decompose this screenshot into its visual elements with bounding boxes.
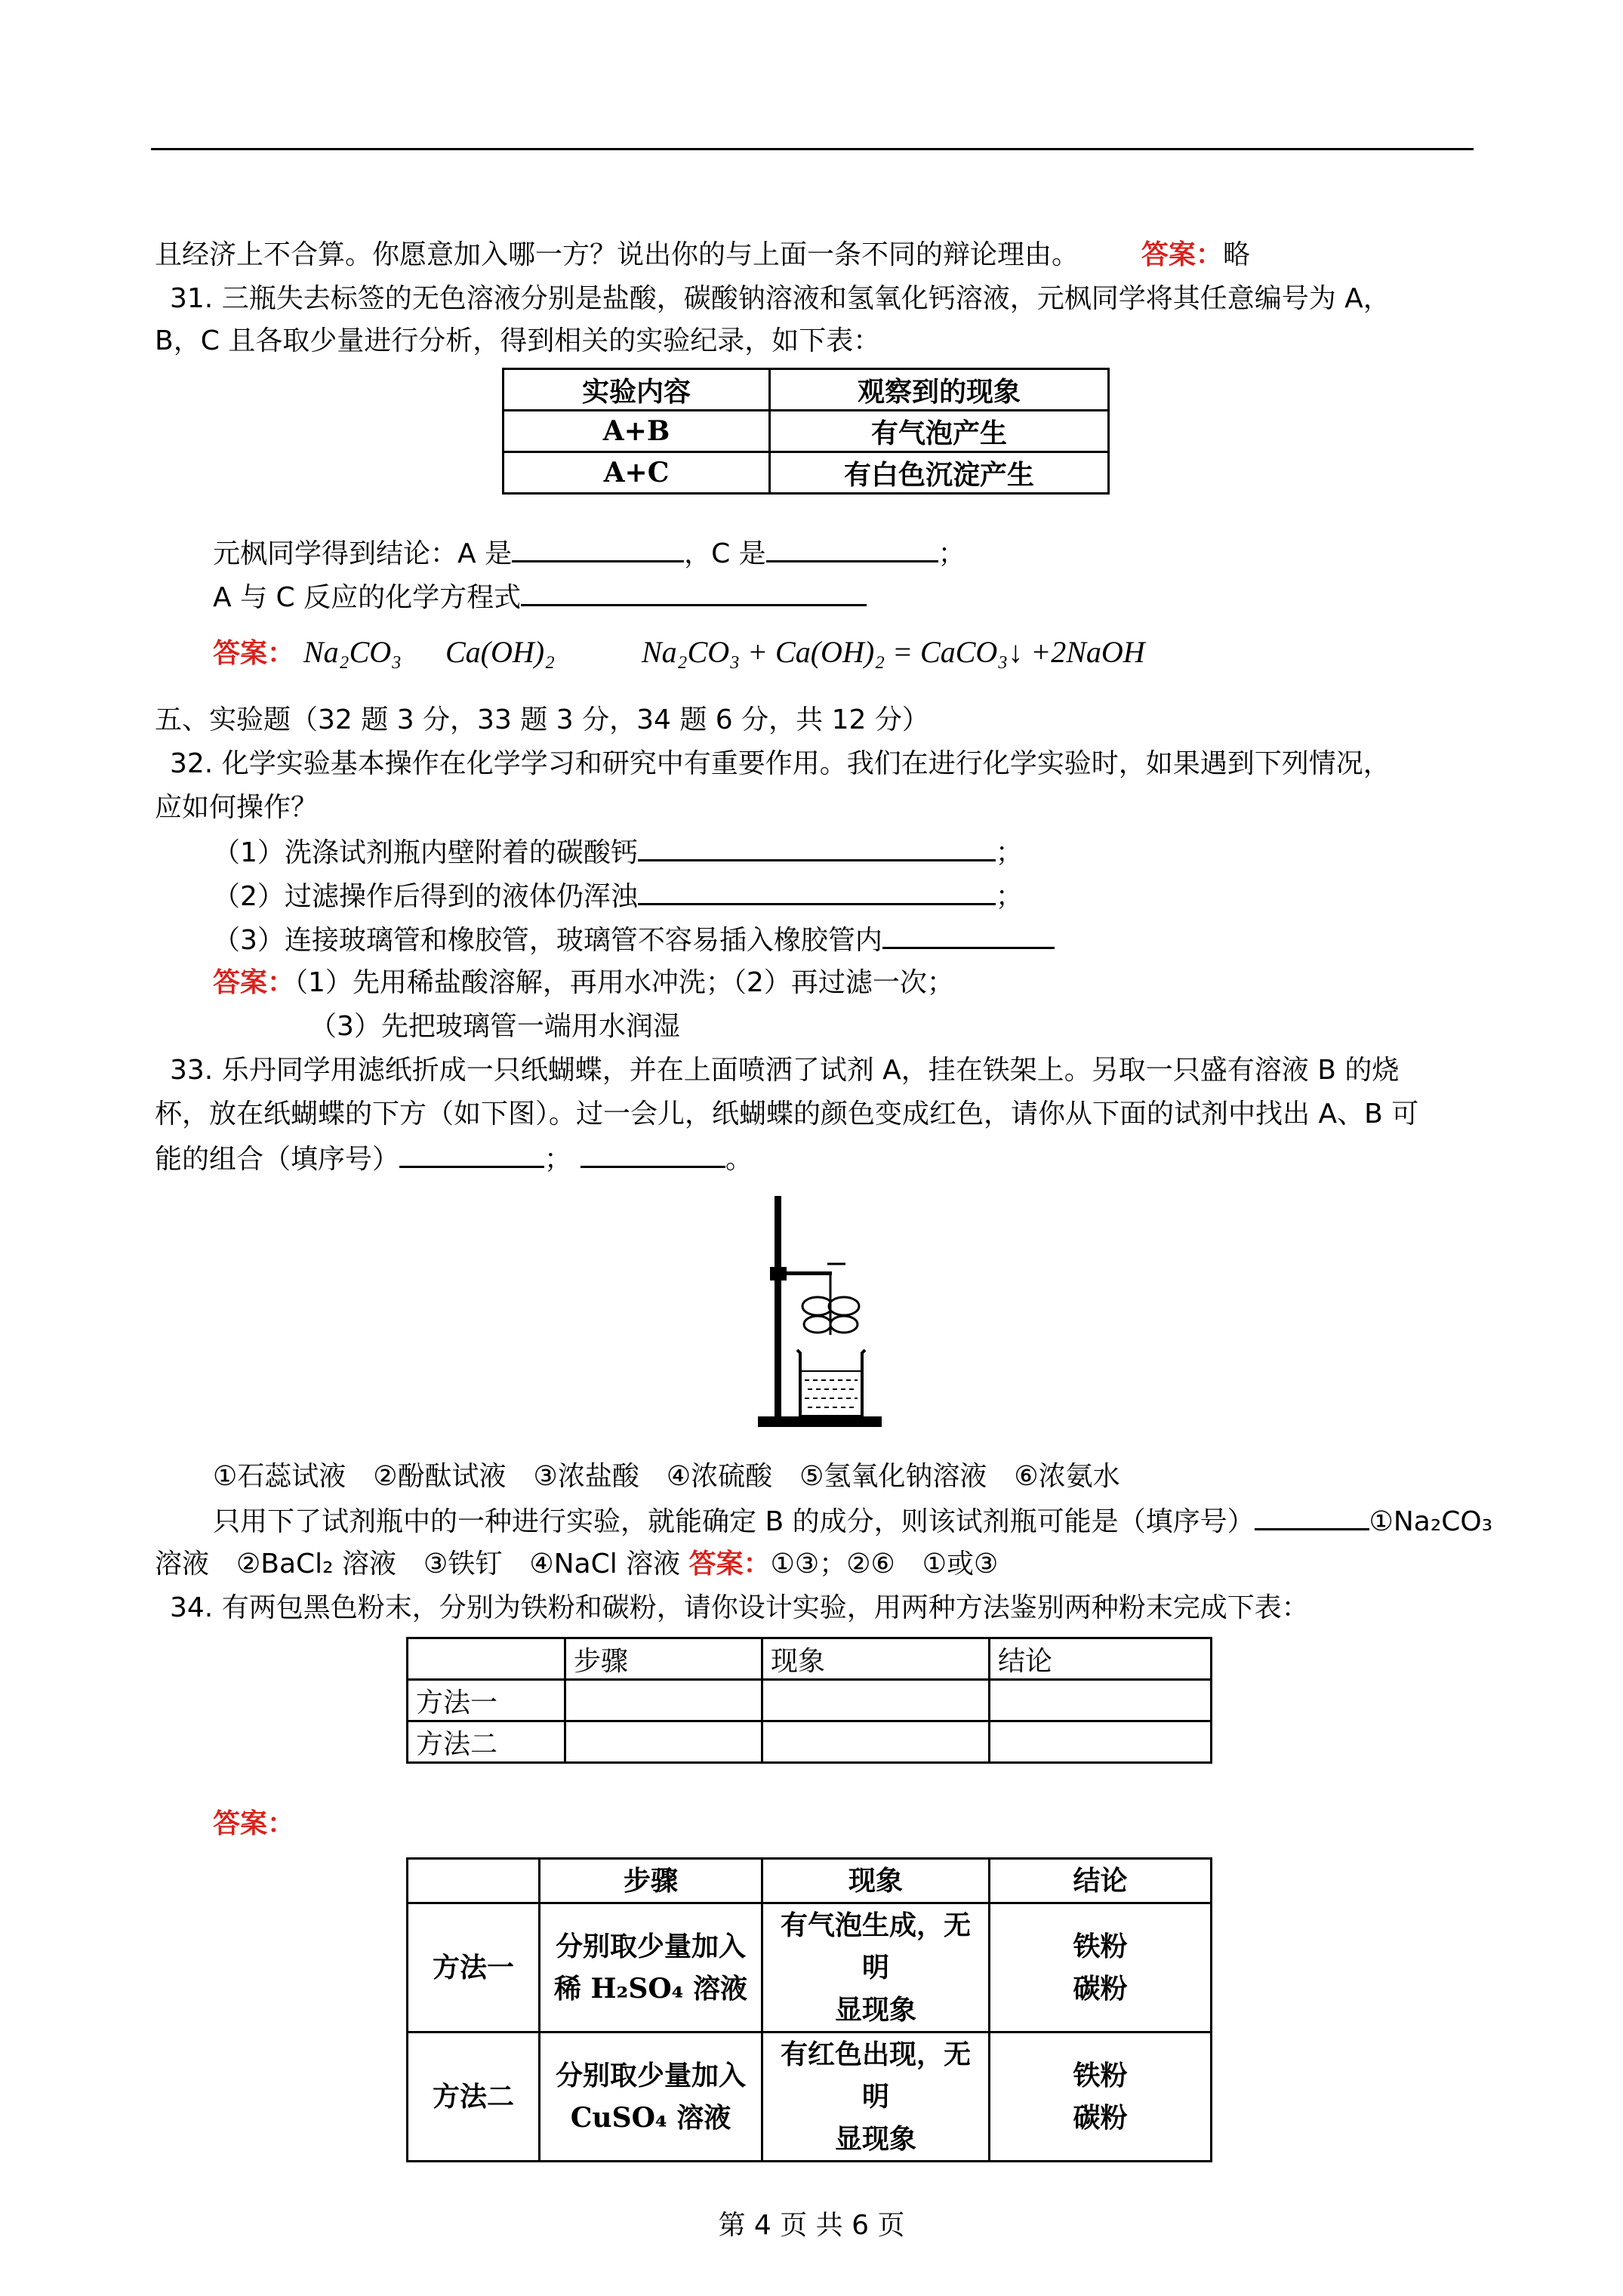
- table-header-cell: 结论: [990, 1638, 1212, 1680]
- follow-option: ①Na₂CO₃: [1369, 1506, 1493, 1537]
- table-cell[interactable]: [762, 1680, 990, 1721]
- answer-label: 答案：: [688, 1549, 771, 1579]
- answer-text: （1）先用稀盐酸溶解，再用水冲洗；（2）再过滤一次；: [294, 967, 954, 998]
- table-row: [504, 452, 1109, 494]
- answer-blank[interactable]: [638, 834, 996, 861]
- q32-answer: [213, 965, 954, 1001]
- answer-blank[interactable]: [766, 535, 938, 562]
- cell-line: 稀 H₂SO₄ 溶液: [554, 1973, 747, 2005]
- table-header-cell: 实验内容: [504, 369, 770, 411]
- beaker: [797, 1350, 865, 1416]
- cell-line: 显现象: [834, 2123, 916, 2155]
- q34-answer-table: [406, 1857, 1212, 2162]
- q32-item2: [213, 877, 1023, 915]
- table-row: [408, 1680, 1212, 1721]
- formula-caoh2: Ca(OH)₂: [445, 635, 555, 669]
- q34-line1: 34. 有两包黑色粉末，分别为铁粉和碳粉，请你设计实验，用两种方法鉴别两种粉末完成下表：: [170, 1592, 1309, 1623]
- q34-blank-table: [406, 1637, 1212, 1764]
- page-footer: 第 4 页 共 6 页: [718, 2210, 905, 2241]
- cell-line: 铁粉: [1073, 2060, 1128, 2091]
- line3-sep: ；: [544, 1144, 572, 1175]
- q31-answer-c: [445, 633, 555, 672]
- cell-line: 碳粉: [1073, 1973, 1128, 2005]
- table-cell: 方法一: [408, 1903, 540, 2032]
- q33-line1: 33. 乐丹同学用滤纸折成一只纸蝴蝶，并在上面喷洒了试剂 A，挂在铁架上。另取一只盛有溶液 B 的烧: [170, 1055, 1400, 1086]
- follow-text: 溶液 ②BaCl₂ 溶液 ③铁钉 ④NaCl 溶液: [155, 1549, 681, 1579]
- answer-text: 略: [1222, 239, 1250, 270]
- q31-answer-label: 答案：: [213, 638, 295, 669]
- q31-line1: 31. 三瓶失去标签的无色溶液分别是盐酸，碳酸钠溶液和氢氧化钙溶液，元枫同学将其任意编号为 A，: [170, 283, 1390, 314]
- clamp-arm: [785, 1271, 832, 1275]
- answer-blank[interactable]: [512, 535, 684, 562]
- q31-conclusion: [213, 535, 965, 572]
- stand-base: [758, 1416, 882, 1427]
- table-header-cell: [408, 1859, 540, 1903]
- header-rule: [151, 148, 1474, 150]
- intro-text: 且经济上不合算。你愿意加入哪一方？说出你的与上面一条不同的辩论理由。: [155, 239, 1079, 270]
- table-cell: 有白色沉淀产生: [770, 452, 1109, 494]
- q33-follow-line1: [213, 1502, 1492, 1540]
- q32-line1: 32. 化学实验基本操作在化学学习和研究中有重要作用。我们在进行化学实验时，如果遇到下列情况，: [170, 748, 1390, 779]
- q33-line2: 杯，放在纸蝴蝶的下方（如下图）。过一会儿，纸蝴蝶的颜色变成红色，请你从下面的试剂中找出 A、B 可: [155, 1099, 1419, 1130]
- conclusion-end: ；: [938, 538, 965, 569]
- table-cell: 有气泡产生: [770, 411, 1109, 452]
- chemical-equation: Na₂CO₃ + Ca(OH)₂ = CaCO₃↓ +2NaOH: [642, 635, 1145, 669]
- item-text: （1）洗涤试剂瓶内壁附着的碳酸钙: [213, 837, 638, 868]
- table-header-row: [408, 1859, 1212, 1903]
- intro-line: [155, 237, 1250, 273]
- answer-blank[interactable]: [581, 1140, 725, 1168]
- answer-blank[interactable]: [1255, 1502, 1369, 1530]
- table-header-cell: [408, 1638, 565, 1680]
- answer-blank[interactable]: [882, 921, 1055, 949]
- table-header-row: [504, 369, 1109, 411]
- answer-label: 答案：: [1141, 239, 1223, 270]
- q32-item3: [213, 921, 1055, 959]
- table-cell[interactable]: [565, 1680, 762, 1721]
- stand-rod: [775, 1196, 781, 1418]
- answer-blank[interactable]: [399, 1140, 544, 1168]
- q32-answer-line2: （3）先把玻璃管一端用水润湿: [310, 1011, 680, 1042]
- table-row: [408, 1721, 1212, 1763]
- cell-line: 铁粉: [1073, 1931, 1128, 1962]
- table-cell: [990, 1903, 1212, 2032]
- q34-answer-label: 答案：: [213, 1808, 295, 1839]
- table-cell: [762, 1903, 990, 2032]
- table-row: [408, 2032, 1212, 2162]
- line3-text: 能的组合（填序号）: [155, 1144, 400, 1175]
- table-cell: 方法一: [408, 1680, 565, 1721]
- table-header-row: [408, 1638, 1212, 1680]
- line3-end: 。: [725, 1144, 753, 1175]
- table-header-cell: 现象: [762, 1859, 990, 1903]
- table-cell: [990, 2032, 1212, 2162]
- cell-line: 碳粉: [1073, 2102, 1128, 2134]
- cell-line: 显现象: [834, 1994, 916, 2026]
- table-cell: 方法二: [408, 2032, 540, 2162]
- cell-line: 有红色出现，无明: [780, 2039, 971, 2113]
- table-cell: [762, 2032, 990, 2162]
- section-title: 五、实验题（32 题 3 分，33 题 3 分，34 题 6 分，共 12 分）: [155, 704, 929, 735]
- table-header-cell: 步骤: [540, 1859, 762, 1903]
- answer-label: 答案：: [213, 967, 295, 998]
- table-header-cell: 现象: [762, 1638, 990, 1680]
- conclusion-c-text: ，C 是: [684, 538, 766, 569]
- q33-line3: [155, 1140, 753, 1178]
- answer-text: ①③；②⑥ ①或③: [770, 1549, 999, 1579]
- item-sep: ；: [995, 881, 1023, 912]
- table-cell: [540, 1903, 762, 2032]
- q31-equation-prompt: [213, 578, 867, 616]
- q31-answer-equation: [642, 633, 1145, 672]
- table-cell[interactable]: [565, 1721, 762, 1763]
- cell-line: 分别取少量加入: [555, 1931, 746, 1962]
- table-header-cell: 观察到的现象: [770, 369, 1109, 411]
- table-cell[interactable]: [762, 1721, 990, 1763]
- table-row: [408, 1903, 1212, 2032]
- apparatus-figure: [747, 1193, 898, 1435]
- table-cell: A+B: [504, 411, 770, 452]
- equation-prompt-text: A 与 C 反应的化学方程式: [213, 582, 522, 613]
- q31-line2: B，C 且各取少量进行分析，得到相关的实验纪录，如下表：: [155, 325, 881, 356]
- formula-na2co3: Na₂CO₃: [303, 635, 402, 669]
- q33-follow-line2: [155, 1546, 998, 1583]
- clamp-holder: [770, 1267, 787, 1281]
- table-cell: 方法二: [408, 1721, 565, 1763]
- item-text: （2）过滤操作后得到的液体仍浑浊: [213, 881, 638, 912]
- q32-line2: 应如何操作？: [155, 792, 319, 823]
- table-cell: A+C: [504, 452, 770, 494]
- item-sep: ；: [995, 837, 1023, 868]
- paper-butterfly: [802, 1293, 859, 1335]
- q31-answer-a: [303, 633, 402, 672]
- table-row: [504, 411, 1109, 452]
- table-header-cell: 结论: [990, 1859, 1212, 1903]
- follow-text: 只用下了试剂瓶中的一种进行实验，就能确定 B 的成分，则该试剂瓶可能是（填序号）: [213, 1506, 1255, 1537]
- cell-line: 有气泡生成，无明: [780, 1909, 971, 1983]
- q31-table: [502, 368, 1110, 495]
- q33-options: ①石蕊试液 ②酚酞试液 ③浓盐酸 ④浓硫酸 ⑤氢氧化钠溶液 ⑥浓氨水: [213, 1461, 1120, 1492]
- answer-blank[interactable]: [638, 877, 996, 905]
- answer-blank[interactable]: [521, 578, 867, 606]
- cell-line: 分别取少量加入: [555, 2060, 746, 2091]
- conclusion-a-text: 元枫同学得到结论：A 是: [213, 538, 513, 569]
- item-text: （3）连接玻璃管和橡胶管，玻璃管不容易插入橡胶管内: [213, 925, 882, 956]
- q32-item1: [213, 834, 1023, 871]
- cell-line: CuSO₄ 溶液: [570, 2102, 731, 2134]
- table-cell[interactable]: [990, 1721, 1212, 1763]
- table-cell: [540, 2032, 762, 2162]
- table-header-cell: 步骤: [565, 1638, 762, 1680]
- table-cell[interactable]: [990, 1680, 1212, 1721]
